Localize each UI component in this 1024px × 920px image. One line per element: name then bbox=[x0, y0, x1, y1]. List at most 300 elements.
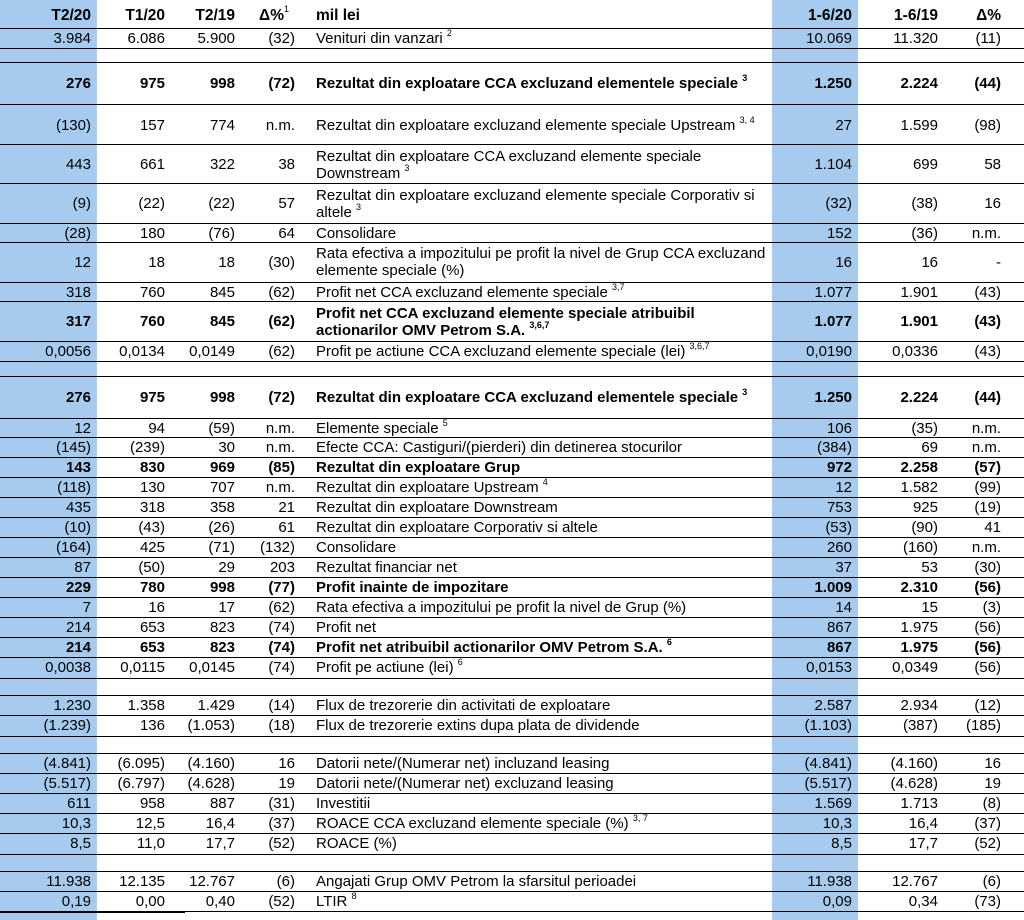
cell-q2-2019: (26) bbox=[208, 519, 235, 536]
row-label bbox=[299, 305, 772, 339]
footnote-separator bbox=[0, 912, 185, 913]
cell-delta-h: (44) bbox=[974, 389, 1001, 406]
cell-q2-2020: 443 bbox=[65, 156, 91, 173]
table-row bbox=[0, 872, 1024, 891]
cell-q1-2020: (239) bbox=[129, 439, 165, 456]
row-label bbox=[299, 599, 772, 616]
row-divider bbox=[0, 183, 1024, 184]
cell-h1-2020: 1.250 bbox=[814, 74, 852, 92]
footnote-ref: 5 bbox=[442, 417, 448, 428]
row-label bbox=[299, 479, 772, 496]
cell-q2-2020: (130) bbox=[55, 116, 91, 134]
cell-delta-h: n.m. bbox=[971, 539, 1001, 556]
cell-q2-2020: 10,3 bbox=[61, 815, 91, 832]
cell-delta-h: (56) bbox=[974, 579, 1001, 596]
cell-h1-2020: 8,5 bbox=[831, 835, 852, 852]
cell-q2-2020: 435 bbox=[65, 499, 91, 516]
cell-q2-2020: (10) bbox=[64, 519, 91, 536]
cell-q2-2020: 318 bbox=[65, 283, 91, 301]
row-label-text: Flux de trezorerie din activitati de exploatare bbox=[316, 697, 611, 714]
cell-q1-2020: 18 bbox=[148, 253, 165, 271]
cell-q2-2020: 12 bbox=[74, 253, 91, 271]
cell-delta-q: n.m. bbox=[265, 419, 295, 437]
cell-delta-h: - bbox=[996, 253, 1001, 271]
row-divider bbox=[0, 341, 1024, 342]
cell-h1-2019: 2.258 bbox=[900, 459, 938, 476]
cell-q2-2019: 17,7 bbox=[205, 835, 235, 852]
cell-q2-2020: (9) bbox=[72, 195, 91, 212]
row-label-text: Profit inainte de impozitare bbox=[316, 579, 509, 596]
cell-delta-h: (3) bbox=[982, 599, 1001, 616]
cell-delta-h: (11) bbox=[975, 29, 1001, 47]
table-row bbox=[0, 342, 1024, 361]
cell-q2-2020: (28) bbox=[64, 224, 91, 242]
cell-q2-2019: 12.767 bbox=[189, 873, 235, 890]
header-delta-h: Δ% bbox=[976, 6, 1001, 24]
table-row bbox=[0, 618, 1024, 637]
cell-q2-2020: (1.239) bbox=[43, 717, 91, 734]
cell-delta-q: (77) bbox=[268, 579, 295, 596]
table-row bbox=[0, 558, 1024, 577]
row-label-text: Rezultat din exploatare Grup bbox=[316, 459, 521, 476]
cell-delta-q: (62) bbox=[268, 283, 295, 301]
cell-q1-2020: 6.086 bbox=[127, 29, 165, 47]
cell-q1-2020: 975 bbox=[139, 389, 165, 406]
header-h1-2019: 1-6/19 bbox=[894, 6, 938, 24]
row-label-text: Rezultat din exploatare CCA excluzand elemente speciale Downstream bbox=[316, 147, 702, 182]
cell-delta-h: (43) bbox=[974, 313, 1001, 330]
cell-q2-2019: 322 bbox=[209, 156, 235, 173]
cell-delta-q: 64 bbox=[278, 224, 295, 242]
row-divider bbox=[0, 28, 1024, 29]
cell-delta-h: 16 bbox=[984, 195, 1001, 212]
cell-q2-2020: 0,0038 bbox=[45, 659, 91, 676]
row-divider bbox=[0, 577, 1024, 578]
table-row bbox=[0, 419, 1024, 437]
cell-q2-2019: 998 bbox=[209, 74, 235, 92]
cell-q2-2019: (4.160) bbox=[187, 755, 235, 772]
cell-q2-2019: (4.628) bbox=[187, 775, 235, 792]
table-row bbox=[0, 658, 1024, 677]
cell-q2-2019: 17 bbox=[218, 599, 235, 616]
cell-q2-2019: (22) bbox=[208, 195, 235, 212]
table-row bbox=[0, 518, 1024, 537]
cell-q1-2020: (50) bbox=[138, 559, 165, 576]
row-divider bbox=[0, 457, 1024, 458]
row-label bbox=[299, 795, 772, 812]
cell-q2-2019: 5.900 bbox=[197, 29, 235, 47]
row-label-text: Rezultat din exploatare Corporativ si altele bbox=[316, 519, 598, 536]
cell-q1-2020: 157 bbox=[139, 116, 165, 134]
cell-q2-2020: 3.984 bbox=[53, 29, 91, 47]
row-divider bbox=[0, 813, 1024, 814]
cell-q2-2019: 774 bbox=[209, 116, 235, 134]
row-divider bbox=[0, 753, 1024, 754]
cell-h1-2020: 0,0153 bbox=[806, 659, 852, 676]
cell-q2-2020: 8,5 bbox=[70, 835, 91, 852]
cell-h1-2020: 753 bbox=[826, 499, 852, 516]
row-label-text: Rezultat din exploatare CCA excluzand elementele speciale bbox=[316, 389, 739, 406]
cell-delta-h: 19 bbox=[984, 775, 1001, 792]
table-row bbox=[0, 377, 1024, 418]
header-delta-q-footnote: 1 bbox=[283, 4, 289, 15]
cell-h1-2020: 152 bbox=[826, 224, 852, 242]
row-label bbox=[299, 579, 772, 596]
row-divider bbox=[0, 773, 1024, 774]
cell-delta-h: (19) bbox=[974, 499, 1001, 516]
cell-delta-q: (85) bbox=[268, 459, 295, 476]
table-row bbox=[0, 106, 1024, 144]
row-label bbox=[299, 281, 772, 301]
cell-delta-h: (73) bbox=[974, 893, 1001, 910]
cell-delta-q: (37) bbox=[268, 815, 295, 832]
cell-q1-2020: 11,0 bbox=[136, 835, 165, 852]
row-label bbox=[299, 499, 772, 516]
cell-h1-2019: 1.975 bbox=[900, 619, 938, 636]
cell-h1-2020: 11.938 bbox=[807, 873, 852, 890]
cell-q2-2019: 0,0145 bbox=[189, 659, 235, 676]
cell-h1-2019: 699 bbox=[912, 156, 938, 173]
cell-q2-2019: 30 bbox=[218, 439, 235, 456]
row-divider bbox=[0, 282, 1024, 283]
row-label-text: Profit net CCA excluzand elemente speciale atribuibil actionarilor OMV Petrom S.A. bbox=[316, 304, 695, 339]
table-row bbox=[0, 578, 1024, 597]
cell-q1-2020: 180 bbox=[139, 224, 165, 242]
footnote-ref: 2 bbox=[446, 27, 452, 38]
table-row bbox=[0, 458, 1024, 477]
cell-delta-h: (43) bbox=[974, 283, 1001, 301]
cell-delta-h: (56) bbox=[974, 639, 1001, 656]
cell-h1-2020: 10.069 bbox=[806, 29, 852, 47]
cell-h1-2020: 0,0190 bbox=[806, 343, 852, 360]
row-divider bbox=[0, 833, 1024, 834]
row-label-text: Profit pe actiune (lei) bbox=[316, 659, 454, 676]
cell-q2-2019: 845 bbox=[209, 283, 235, 301]
cell-h1-2019: 15 bbox=[921, 599, 938, 616]
cell-h1-2020: 1.104 bbox=[814, 156, 852, 173]
cell-h1-2020: 12 bbox=[835, 479, 852, 496]
row-label-text: Venituri din vanzari bbox=[316, 29, 443, 47]
row-divider bbox=[0, 537, 1024, 538]
row-divider bbox=[0, 301, 1024, 302]
row-label-text: Rezultat financiar net bbox=[316, 559, 457, 576]
cell-h1-2020: 27 bbox=[835, 116, 852, 134]
cell-h1-2020: (53) bbox=[825, 519, 852, 536]
row-label-text: Angajati Grup OMV Petrom la sfarsitul perioadei bbox=[316, 873, 637, 890]
row-divider bbox=[0, 477, 1024, 478]
cell-h1-2019: 925 bbox=[912, 499, 938, 516]
cell-delta-q: (18) bbox=[268, 717, 295, 734]
cell-delta-h: (56) bbox=[974, 659, 1001, 676]
cell-h1-2019: 11.320 bbox=[893, 29, 938, 47]
cell-h1-2019: (35) bbox=[911, 419, 938, 437]
cell-delta-h: (43) bbox=[974, 343, 1001, 360]
cell-q1-2020: 12.135 bbox=[119, 873, 165, 890]
cell-h1-2019: (387) bbox=[902, 717, 938, 734]
cell-q1-2020: 0,00 bbox=[135, 893, 165, 910]
cell-h1-2020: 260 bbox=[826, 539, 852, 556]
table-row bbox=[0, 145, 1024, 184]
cell-q2-2020: 214 bbox=[65, 619, 91, 636]
cell-q1-2020: 1.358 bbox=[127, 697, 165, 714]
cell-delta-q: n.m. bbox=[265, 439, 295, 456]
cell-h1-2019: 0,0349 bbox=[892, 659, 938, 676]
cell-h1-2020: (1.103) bbox=[804, 717, 852, 734]
row-label-text: Efecte CCA: Castiguri/(pierderi) din detinerea stocurilor bbox=[316, 439, 682, 456]
cell-q2-2019: (76) bbox=[208, 224, 235, 242]
row-label bbox=[299, 697, 772, 714]
footnote-ref: 6 bbox=[666, 637, 672, 647]
row-divider bbox=[0, 376, 1024, 377]
row-label-text: Datorii nete/(Numerar net) excluzand leasing bbox=[316, 775, 614, 792]
row-divider bbox=[0, 557, 1024, 558]
row-label-text: Rezultat din exploatare excluzand elemente speciale Corporativ si altele bbox=[316, 186, 755, 221]
cell-delta-h: (44) bbox=[974, 74, 1001, 92]
cell-h1-2019: 1.975 bbox=[900, 639, 938, 656]
cell-h1-2019: (90) bbox=[911, 519, 938, 536]
row-label-text: Rezultat din exploatare excluzand elemente speciale Upstream bbox=[316, 116, 736, 134]
table-row bbox=[0, 834, 1024, 853]
row-divider bbox=[0, 695, 1024, 696]
table-row bbox=[0, 438, 1024, 457]
cell-q1-2020: (6.095) bbox=[117, 755, 165, 772]
header-q2-2020: T2/20 bbox=[51, 6, 91, 24]
cell-delta-q: 16 bbox=[278, 755, 295, 772]
row-label bbox=[299, 539, 772, 556]
row-label-text: Profit net atribuibil actionarilor OMV Petrom S.A. bbox=[316, 639, 663, 656]
cell-q2-2020: (164) bbox=[55, 539, 91, 556]
cell-delta-h: (6) bbox=[982, 873, 1001, 890]
cell-q1-2020: 0,0134 bbox=[119, 343, 165, 360]
cell-h1-2020: 1.569 bbox=[814, 795, 852, 812]
cell-delta-q: (74) bbox=[268, 619, 295, 636]
cell-delta-q: (74) bbox=[268, 639, 295, 656]
cell-delta-h: n.m. bbox=[971, 224, 1001, 242]
row-divider bbox=[0, 736, 1024, 737]
cell-delta-h: (56) bbox=[974, 619, 1001, 636]
cell-delta-q: (6) bbox=[276, 873, 295, 890]
cell-q2-2020: (4.841) bbox=[43, 755, 91, 772]
cell-h1-2020: (32) bbox=[825, 195, 852, 212]
cell-h1-2020: 1.250 bbox=[814, 389, 852, 406]
cell-q2-2020: (145) bbox=[55, 439, 91, 456]
row-divider bbox=[0, 517, 1024, 518]
row-label bbox=[299, 225, 772, 242]
row-divider bbox=[0, 793, 1024, 794]
footnote-ref: 8 bbox=[351, 891, 357, 901]
cell-h1-2019: 2.224 bbox=[900, 389, 938, 406]
cell-delta-h: (8) bbox=[982, 795, 1001, 812]
header-q2-2019: T2/19 bbox=[195, 6, 235, 24]
cell-q2-2019: 887 bbox=[209, 795, 235, 812]
table-row bbox=[0, 224, 1024, 242]
cell-delta-q: (32) bbox=[268, 29, 295, 47]
row-label bbox=[299, 245, 772, 279]
cell-q1-2020: 760 bbox=[139, 283, 165, 301]
table-row bbox=[0, 598, 1024, 617]
cell-q1-2020: (43) bbox=[138, 519, 165, 536]
cell-delta-q: (62) bbox=[268, 599, 295, 616]
header-delta-q-text: Δ% bbox=[259, 6, 284, 24]
cell-h1-2020: 972 bbox=[826, 459, 852, 476]
footnote-ref: 3,6,7 bbox=[529, 319, 550, 330]
cell-q2-2020: 143 bbox=[65, 459, 91, 476]
cell-delta-h: n.m. bbox=[971, 439, 1001, 456]
cell-q2-2019: 823 bbox=[209, 639, 235, 656]
row-label-text: Rezultat din exploatare CCA excluzand elementele speciale bbox=[316, 74, 739, 92]
cell-q2-2020: 7 bbox=[82, 599, 91, 616]
row-label bbox=[299, 873, 772, 890]
cell-delta-q: (52) bbox=[268, 893, 295, 910]
cell-delta-q: (52) bbox=[268, 835, 295, 852]
cell-q2-2019: 823 bbox=[209, 619, 235, 636]
cell-q2-2019: 998 bbox=[209, 389, 235, 406]
cell-q2-2020: 276 bbox=[65, 389, 91, 406]
cell-h1-2020: 867 bbox=[826, 619, 852, 636]
header-delta-q bbox=[239, 4, 299, 24]
cell-h1-2020: 1.009 bbox=[814, 579, 852, 596]
footnote-ref: 3,6,7 bbox=[689, 341, 710, 351]
cell-q2-2019: 0,0149 bbox=[189, 343, 235, 360]
row-label bbox=[299, 72, 772, 92]
header-h1-2020: 1-6/20 bbox=[808, 6, 852, 24]
header-row bbox=[0, 3, 1024, 27]
footnote-area bbox=[0, 912, 1024, 920]
cell-h1-2020: 2.587 bbox=[814, 697, 852, 714]
cell-h1-2020: 37 bbox=[835, 559, 852, 576]
row-label bbox=[299, 148, 772, 182]
footnote-ref: 3, 4 bbox=[739, 114, 755, 125]
row-label bbox=[299, 343, 772, 360]
cell-h1-2019: 16,4 bbox=[908, 815, 938, 832]
table-row bbox=[0, 754, 1024, 773]
row-divider bbox=[0, 62, 1024, 63]
cell-q2-2020: 0,19 bbox=[61, 893, 91, 910]
cell-q2-2020: 1.230 bbox=[53, 697, 91, 714]
cell-h1-2020: (4.841) bbox=[804, 755, 852, 772]
cell-q2-2019: 18 bbox=[218, 253, 235, 271]
row-label-text: Datorii nete/(Numerar net) incluzand leasing bbox=[316, 755, 610, 772]
cell-q2-2020: 11.938 bbox=[46, 873, 91, 890]
cell-h1-2019: 69 bbox=[921, 439, 938, 456]
cell-delta-q: (62) bbox=[268, 343, 295, 360]
cell-h1-2019: 0,34 bbox=[908, 893, 938, 910]
row-divider bbox=[0, 223, 1024, 224]
cell-delta-h: (98) bbox=[974, 116, 1001, 134]
cell-h1-2019: 1.599 bbox=[900, 116, 938, 134]
cell-q2-2019: (59) bbox=[208, 419, 235, 437]
row-label bbox=[299, 519, 772, 536]
cell-q1-2020: 661 bbox=[139, 156, 165, 173]
table-row bbox=[0, 696, 1024, 715]
cell-h1-2019: (38) bbox=[911, 195, 938, 212]
cell-delta-q: n.m. bbox=[265, 479, 295, 496]
row-label-text: Consolidare bbox=[316, 539, 397, 556]
footnote-ref: 3, 7 bbox=[632, 813, 648, 823]
row-divider bbox=[0, 144, 1024, 145]
cell-delta-h: 16 bbox=[984, 755, 1001, 772]
table-row bbox=[0, 498, 1024, 517]
footnote-ref: 3 bbox=[742, 387, 748, 397]
cell-q1-2020: 975 bbox=[139, 74, 165, 92]
cell-q2-2020: (5.517) bbox=[43, 775, 91, 792]
cell-delta-h: 58 bbox=[984, 156, 1001, 173]
cell-q1-2020: 958 bbox=[139, 795, 165, 812]
row-label bbox=[299, 439, 772, 456]
cell-q2-2019: 358 bbox=[209, 499, 235, 516]
table-row bbox=[0, 63, 1024, 103]
cell-h1-2019: 1.582 bbox=[900, 479, 938, 496]
row-divider bbox=[0, 617, 1024, 618]
row-label-text: Investitii bbox=[316, 795, 371, 812]
cell-delta-h: (52) bbox=[974, 835, 1001, 852]
cell-delta-h: (99) bbox=[974, 479, 1001, 496]
cell-q2-2020: 276 bbox=[65, 74, 91, 92]
table-row bbox=[0, 478, 1024, 497]
row-label-text: Rata efectiva a impozitului pe profit la nivel de Grup CCA excluzand elemente speciale (%) bbox=[316, 245, 766, 279]
cell-h1-2019: 16 bbox=[921, 253, 938, 271]
cell-delta-q: n.m. bbox=[265, 116, 295, 134]
cell-delta-q: (62) bbox=[268, 313, 295, 330]
cell-delta-q: 57 bbox=[278, 195, 295, 212]
cell-q1-2020: 653 bbox=[139, 619, 165, 636]
cell-h1-2020: (384) bbox=[816, 439, 852, 456]
cell-h1-2019: 2.224 bbox=[900, 74, 938, 92]
footnote-ref: 6 bbox=[457, 657, 463, 667]
cell-q2-2019: 0,40 bbox=[205, 893, 235, 910]
cell-q1-2020: 130 bbox=[139, 479, 165, 496]
cell-h1-2019: (160) bbox=[902, 539, 938, 556]
table-row bbox=[0, 538, 1024, 557]
row-label bbox=[299, 815, 772, 832]
cell-h1-2020: (5.517) bbox=[804, 775, 852, 792]
row-divider bbox=[0, 657, 1024, 658]
cell-q2-2020: (118) bbox=[57, 479, 91, 496]
table-row bbox=[0, 243, 1024, 281]
row-label bbox=[299, 619, 772, 636]
cell-q2-2020: 87 bbox=[74, 559, 91, 576]
cell-h1-2019: 1.901 bbox=[900, 313, 938, 330]
cell-h1-2019: 0,0336 bbox=[892, 343, 938, 360]
cell-q2-2019: 1.429 bbox=[197, 697, 235, 714]
cell-h1-2019: (4.160) bbox=[890, 755, 938, 772]
row-label bbox=[299, 755, 772, 772]
cell-h1-2020: 10,3 bbox=[822, 815, 852, 832]
cell-q2-2019: 29 bbox=[218, 559, 235, 576]
cell-h1-2019: 1.901 bbox=[900, 283, 938, 301]
row-label bbox=[299, 639, 772, 656]
cell-q1-2020: 16 bbox=[148, 599, 165, 616]
footnote-ref: 3,7 bbox=[612, 281, 625, 292]
cell-h1-2020: 1.077 bbox=[814, 313, 852, 330]
row-divider bbox=[0, 715, 1024, 716]
row-label bbox=[299, 114, 772, 134]
cell-h1-2019: 53 bbox=[921, 559, 938, 576]
cell-delta-h: (57) bbox=[974, 459, 1001, 476]
row-divider bbox=[0, 437, 1024, 438]
cell-q2-2020: 214 bbox=[65, 639, 91, 656]
row-divider bbox=[0, 871, 1024, 872]
cell-delta-q: (14) bbox=[268, 697, 295, 714]
cell-q1-2020: 780 bbox=[139, 579, 165, 596]
cell-delta-h: (12) bbox=[974, 697, 1001, 714]
row-divider bbox=[0, 418, 1024, 419]
footnote-ref: 3 bbox=[356, 201, 362, 212]
cell-delta-h: n.m. bbox=[971, 419, 1001, 437]
footnote-ref: 4 bbox=[542, 477, 548, 487]
cell-delta-q: (72) bbox=[268, 389, 295, 406]
cell-h1-2019: 12.767 bbox=[892, 873, 938, 890]
